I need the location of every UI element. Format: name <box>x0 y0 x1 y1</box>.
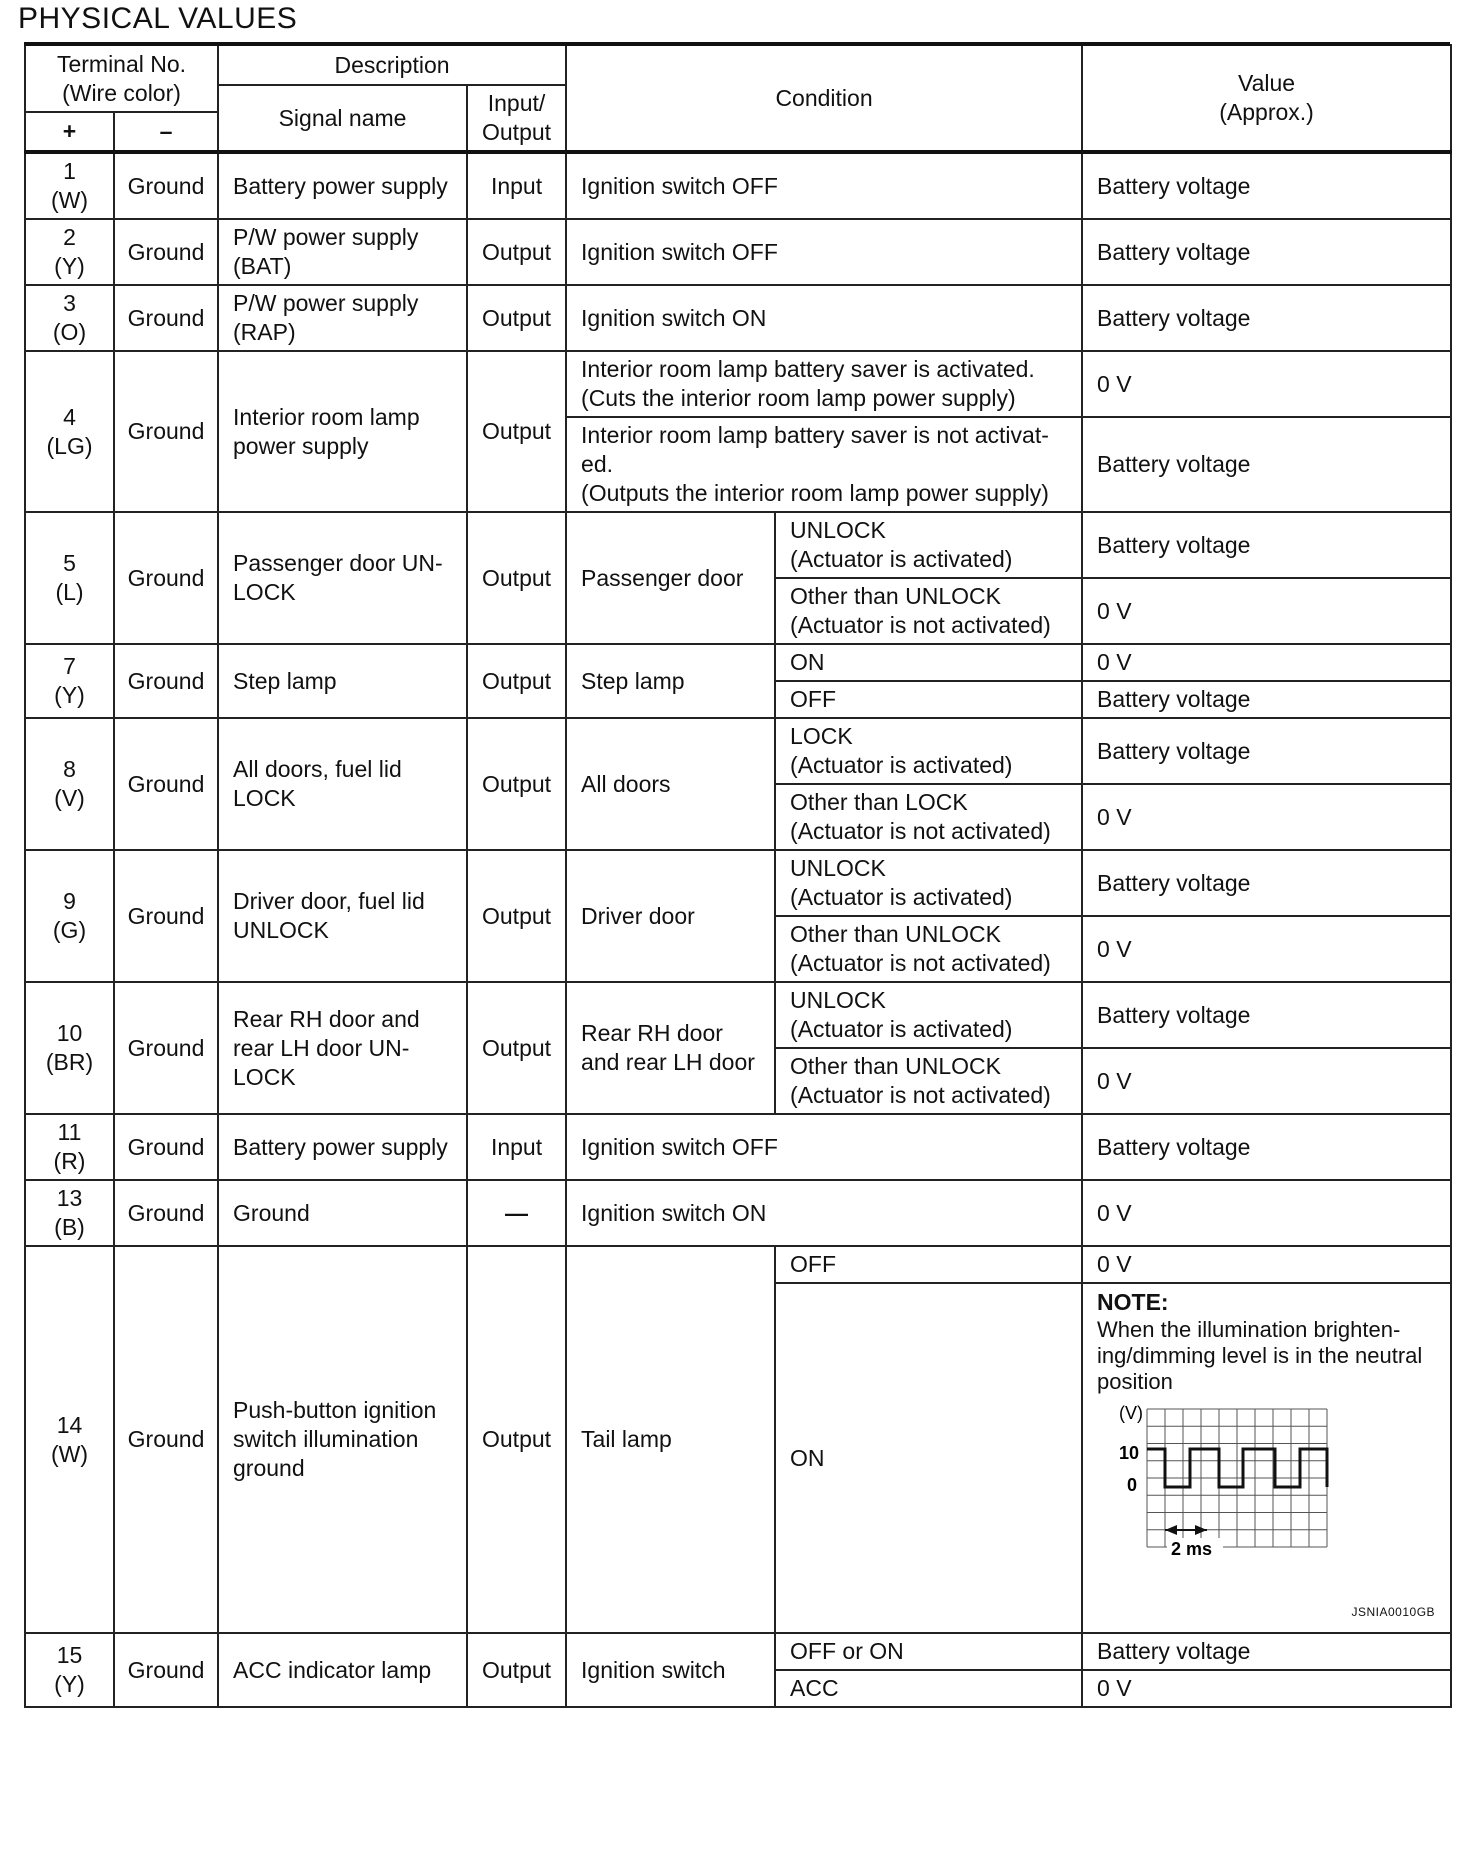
table-row <box>25 152 1451 219</box>
ground-cell: Ground <box>114 1246 218 1633</box>
terminal-cell: 14 (W) <box>25 1246 114 1633</box>
condition-cell: Ignition switch ON <box>566 285 1082 351</box>
signal-name-cell: Driver door, fuel lid UNLOCK <box>218 850 467 982</box>
value-cell: Battery voltage <box>1082 152 1451 219</box>
condition-cell: Ignition switch OFF <box>566 1114 1082 1180</box>
value-cell: 0 V <box>1082 1670 1451 1707</box>
terminal-cell: 9 (G) <box>25 850 114 982</box>
value-cell: 0 V <box>1082 916 1451 982</box>
header-io: Input/ Output <box>467 85 566 152</box>
terminal-cell: 4 (LG) <box>25 351 114 512</box>
value-cell: Battery voltage <box>1082 285 1451 351</box>
table-row <box>25 718 1451 784</box>
value-cell: 0 V <box>1082 1048 1451 1114</box>
terminal-cell: 8 (V) <box>25 718 114 850</box>
condition-cell: Step lamp <box>566 644 775 718</box>
sub-condition-cell: OFF <box>775 681 1082 718</box>
io-cell: Output <box>467 1246 566 1633</box>
value-cell: Battery voltage <box>1082 850 1451 916</box>
sub-condition-cell: Other than UNLOCK (Actuator is not activated) <box>775 578 1082 644</box>
header-plus: + <box>25 112 114 152</box>
sub-condition-cell: Other than LOCK (Actuator is not activated) <box>775 784 1082 850</box>
header-condition: Condition <box>566 45 1082 152</box>
signal-name-cell: Ground <box>218 1180 467 1246</box>
terminal-cell: 7 (Y) <box>25 644 114 718</box>
condition-cell: Ignition switch <box>566 1633 775 1707</box>
ground-cell: Ground <box>114 219 218 285</box>
io-cell: Output <box>467 512 566 644</box>
value-cell: 0 V <box>1082 644 1451 681</box>
terminal-cell: 2 (Y) <box>25 219 114 285</box>
table-row <box>25 850 1451 916</box>
ground-cell: Ground <box>114 718 218 850</box>
sub-condition-cell: Other than UNLOCK (Actuator is not activated) <box>775 916 1082 982</box>
sub-condition-cell: ON <box>775 644 1082 681</box>
io-cell: Output <box>467 285 566 351</box>
sub-condition-cell: UNLOCK (Actuator is activated) <box>775 512 1082 578</box>
condition-cell: All doors <box>566 718 775 850</box>
note-title: NOTE: <box>1097 1289 1169 1315</box>
signal-name-cell: All doors, fuel lid LOCK <box>218 718 467 850</box>
y-tick-label: 10 <box>1119 1443 1140 1463</box>
y-unit-label: (V) <box>1119 1403 1144 1423</box>
signal-name-cell: ACC indicator lamp <box>218 1633 467 1707</box>
note-text: When the illumination brighten- ing/dimming level is in the neutral position <box>1097 1317 1423 1394</box>
signal-name-cell: Rear RH door and rear LH door UN- LOCK <box>218 982 467 1114</box>
ground-cell: Ground <box>114 1114 218 1180</box>
sub-condition-cell: UNLOCK (Actuator is activated) <box>775 982 1082 1048</box>
top-rule <box>24 42 1450 46</box>
value-cell: Battery voltage <box>1082 681 1451 718</box>
value-cell: Battery voltage <box>1082 512 1451 578</box>
io-cell: Output <box>467 351 566 512</box>
sub-condition-cell: ACC <box>775 1670 1082 1707</box>
terminal-cell: 3 (O) <box>25 285 114 351</box>
physical-values-table <box>24 44 1452 1708</box>
value-note-cell <box>1082 1283 1451 1633</box>
signal-name-cell: Battery power supply <box>218 152 467 219</box>
time-scale-label: 2 ms <box>1171 1539 1213 1559</box>
condition-cell: Passenger door <box>566 512 775 644</box>
figure-id: JSNIA0010GB <box>1351 1605 1436 1619</box>
io-cell: Output <box>467 718 566 850</box>
ground-cell: Ground <box>114 644 218 718</box>
waveform-figure <box>1097 1399 1437 1629</box>
table-row <box>25 512 1451 578</box>
value-cell: Battery voltage <box>1082 1114 1451 1180</box>
terminal-cell: 13 (B) <box>25 1180 114 1246</box>
table-row <box>25 285 1451 351</box>
ground-cell: Ground <box>114 982 218 1114</box>
io-cell: Output <box>467 850 566 982</box>
signal-name-cell: Passenger door UN- LOCK <box>218 512 467 644</box>
signal-name-cell: P/W power supply (BAT) <box>218 219 467 285</box>
value-cell: 0 V <box>1082 351 1451 417</box>
signal-name-cell: Interior room lamp power supply <box>218 351 467 512</box>
sub-condition-cell: OFF <box>775 1246 1082 1283</box>
condition-cell: Interior room lamp battery saver is activated. (Cuts the interior room lamp power supply) <box>566 351 1082 417</box>
value-cell: Battery voltage <box>1082 718 1451 784</box>
page-title: PHYSICAL VALUES <box>18 2 298 35</box>
table-row <box>25 982 1451 1048</box>
sub-condition-cell: OFF or ON <box>775 1633 1082 1670</box>
ground-cell: Ground <box>114 351 218 512</box>
y-tick-label: 0 <box>1127 1475 1138 1495</box>
value-cell: Battery voltage <box>1082 417 1451 512</box>
io-cell: Output <box>467 219 566 285</box>
value-cell: 0 V <box>1082 1246 1451 1283</box>
table-row <box>25 1180 1451 1246</box>
header-terminal: Terminal No. (Wire color) <box>25 45 218 112</box>
condition-cell: Driver door <box>566 850 775 982</box>
terminal-cell: 11 (R) <box>25 1114 114 1180</box>
ground-cell: Ground <box>114 152 218 219</box>
table-row <box>25 1633 1451 1670</box>
signal-name-cell: Step lamp <box>218 644 467 718</box>
table-row <box>25 1246 1451 1283</box>
condition-cell: Rear RH door and rear LH door <box>566 982 775 1114</box>
condition-cell: Ignition switch OFF <box>566 152 1082 219</box>
ground-cell: Ground <box>114 1633 218 1707</box>
time-arrow-left <box>1165 1525 1177 1535</box>
value-cell: 0 V <box>1082 578 1451 644</box>
signal-name-cell: Push-button ignition switch illumination ground <box>218 1246 467 1633</box>
terminal-cell: 1 (W) <box>25 152 114 219</box>
sub-condition-cell: UNLOCK (Actuator is activated) <box>775 850 1082 916</box>
table-row <box>25 219 1451 285</box>
ground-cell: Ground <box>114 1180 218 1246</box>
header-value: Value (Approx.) <box>1082 45 1451 152</box>
terminal-cell: 15 (Y) <box>25 1633 114 1707</box>
io-cell: Input <box>467 152 566 219</box>
condition-cell: Tail lamp <box>566 1246 775 1633</box>
waveform-chart <box>1097 1399 1437 1589</box>
header-signal-name: Signal name <box>218 85 467 152</box>
io-cell: Output <box>467 1633 566 1707</box>
condition-cell: Interior room lamp battery saver is not activat- ed. (Outputs the interior room lamp power supply) <box>566 417 1082 512</box>
signal-name-cell: P/W power supply (RAP) <box>218 285 467 351</box>
header-minus: – <box>114 112 218 152</box>
io-cell: — <box>467 1180 566 1246</box>
terminal-cell: 10 (BR) <box>25 982 114 1114</box>
table-row <box>25 1114 1451 1180</box>
io-cell: Output <box>467 982 566 1114</box>
table-row <box>25 644 1451 681</box>
value-cell: Battery voltage <box>1082 982 1451 1048</box>
signal-name-cell: Battery power supply <box>218 1114 467 1180</box>
terminal-cell: 5 (L) <box>25 512 114 644</box>
value-cell: Battery voltage <box>1082 219 1451 285</box>
header-description: Description <box>218 45 566 85</box>
ground-cell: Ground <box>114 850 218 982</box>
ground-cell: Ground <box>114 285 218 351</box>
sub-condition-cell: ON <box>775 1283 1082 1633</box>
value-cell: Battery voltage <box>1082 1633 1451 1670</box>
condition-cell: Ignition switch ON <box>566 1180 1082 1246</box>
value-cell: 0 V <box>1082 784 1451 850</box>
sub-condition-cell: Other than UNLOCK (Actuator is not activated) <box>775 1048 1082 1114</box>
condition-cell: Ignition switch OFF <box>566 219 1082 285</box>
sub-condition-cell: LOCK (Actuator is activated) <box>775 718 1082 784</box>
io-cell: Input <box>467 1114 566 1180</box>
io-cell: Output <box>467 644 566 718</box>
table-row <box>25 351 1451 417</box>
ground-cell: Ground <box>114 512 218 644</box>
value-cell: 0 V <box>1082 1180 1451 1246</box>
